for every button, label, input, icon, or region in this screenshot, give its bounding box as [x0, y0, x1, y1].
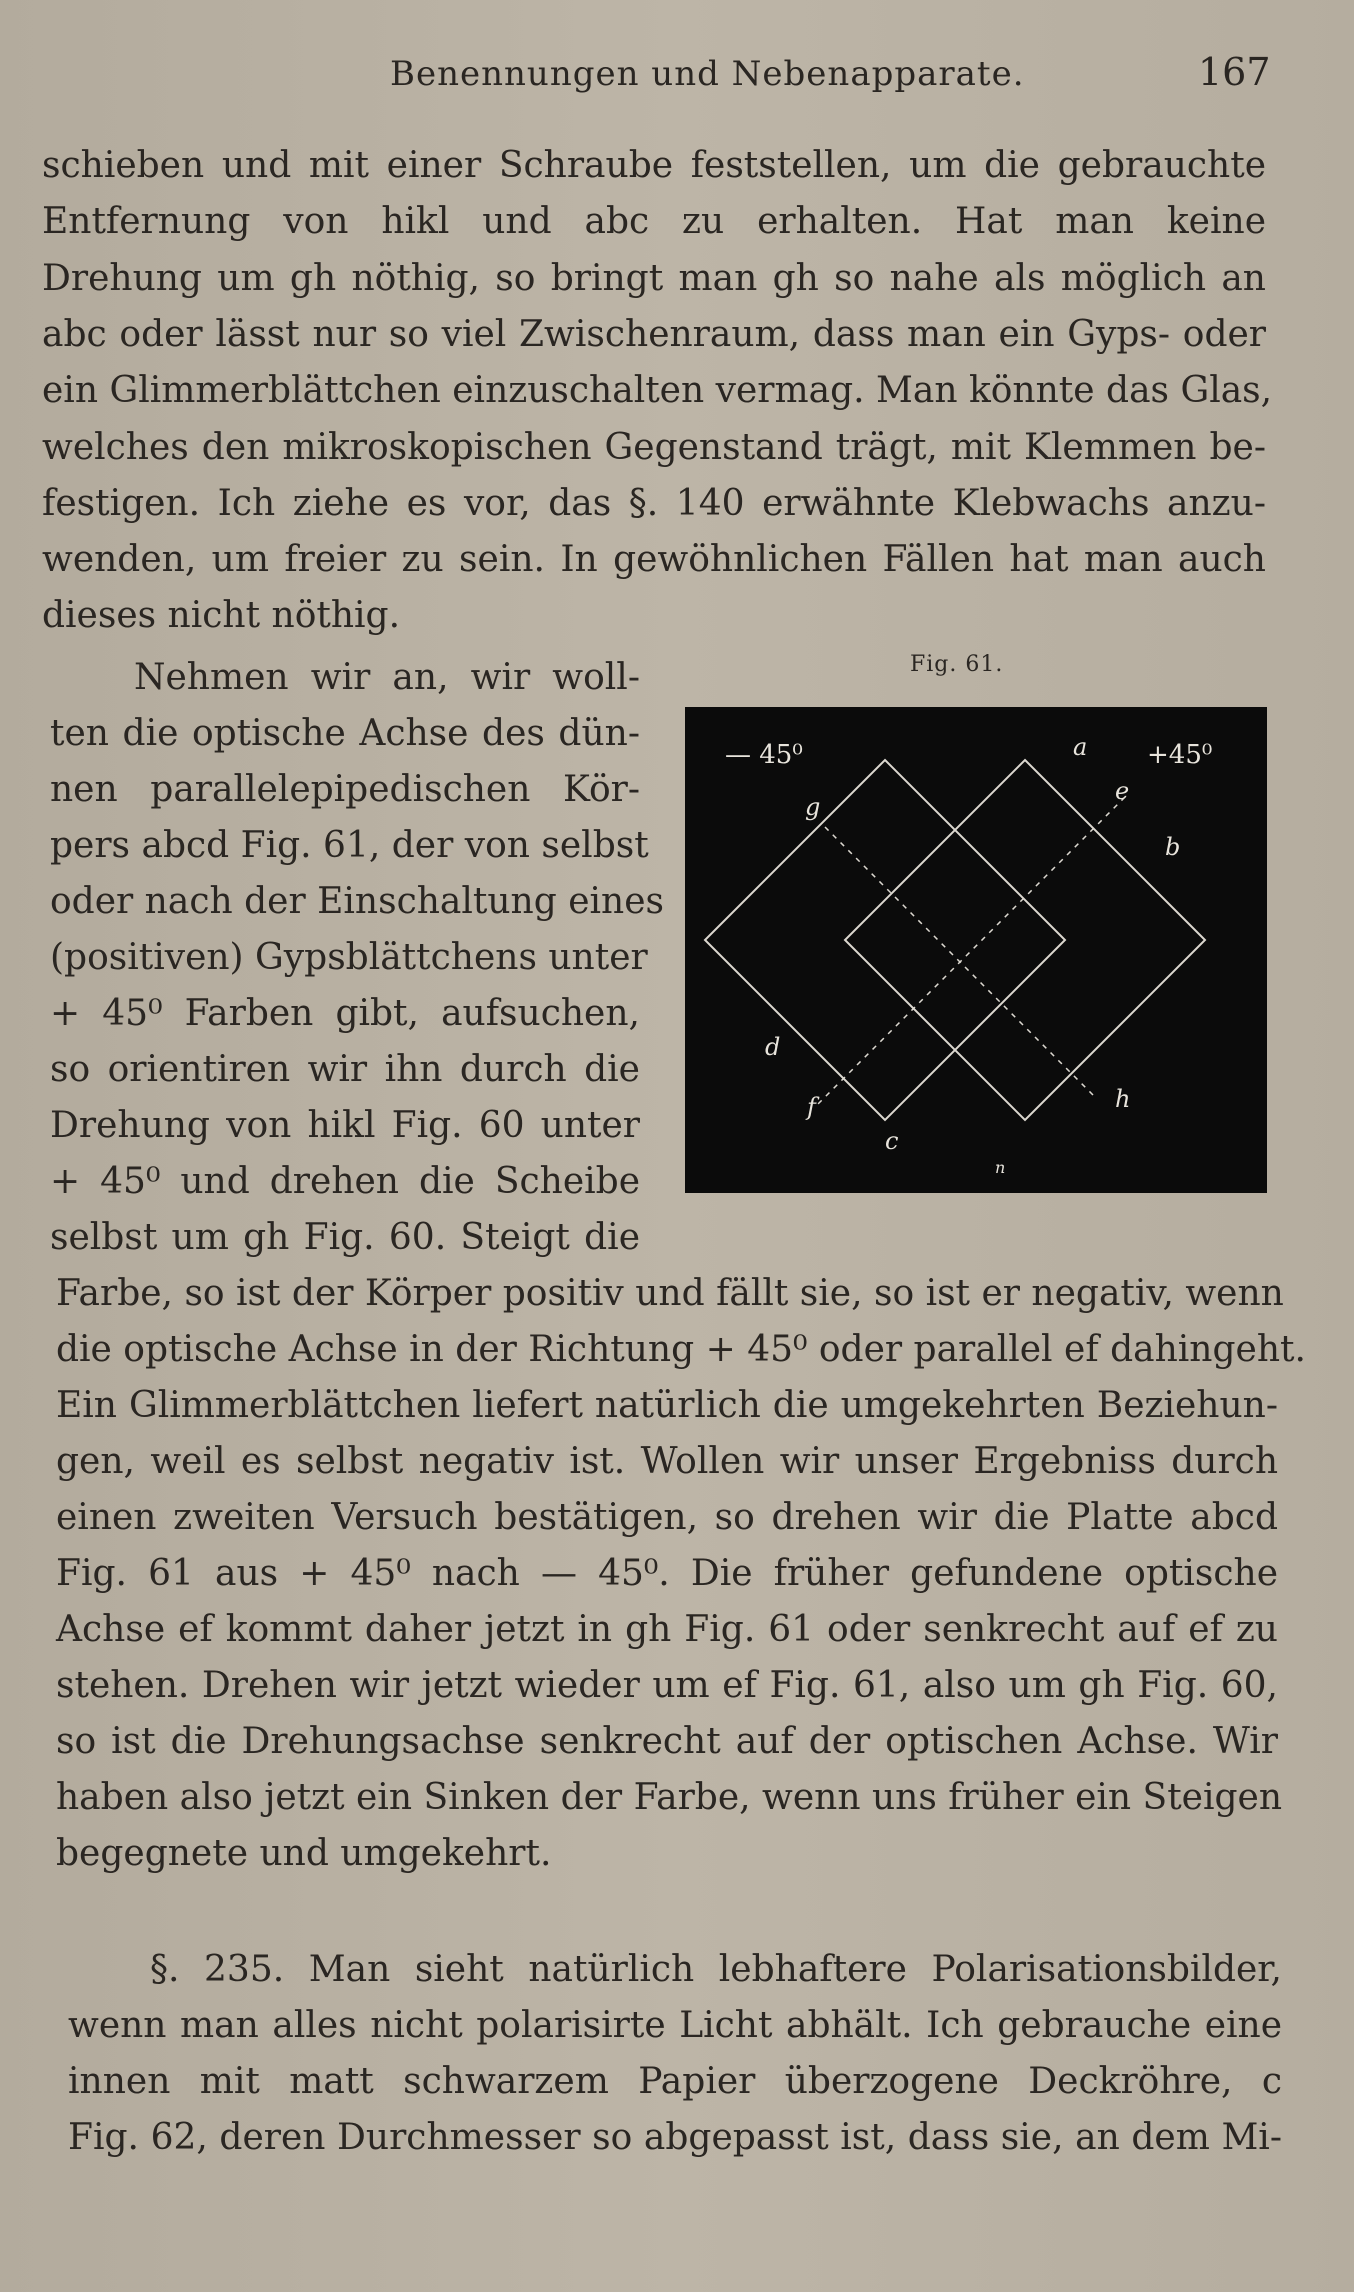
- text-line: Entfernung von hikl und abc zu erhalten. Hat man keine: [42, 201, 1266, 242]
- label-h: h: [1115, 1085, 1131, 1113]
- label-g: g: [805, 793, 821, 821]
- label-c: c: [885, 1127, 899, 1155]
- text-line: Drehung von hikl Fig. 60 unter: [50, 1105, 640, 1146]
- text-line: nen parallelepipedischen Kör-: [50, 769, 640, 810]
- text-line: (positiven) Gypsblättchens unter: [50, 937, 648, 978]
- label-n: n: [995, 1158, 1006, 1177]
- text-line: festigen. Ich ziehe es vor, das §. 140 erwähnte Klebwachs anzu-: [42, 483, 1266, 524]
- label-minus45: — 45⁰: [725, 740, 803, 770]
- label-b: b: [1165, 833, 1181, 861]
- square-right: [845, 760, 1205, 1120]
- text-line: begegnete und umgekehrt.: [56, 1833, 552, 1874]
- page-number: 167: [1198, 50, 1271, 94]
- text-line: stehen. Drehen wir jetzt wieder um ef Fig. 61, also um gh Fig. 60,: [56, 1665, 1278, 1706]
- text-line: selbst um gh Fig. 60. Steigt die: [50, 1217, 640, 1258]
- text-line: Fig. 62, deren Durchmesser so abgepasst ist, dass sie, an dem Mi-: [68, 2117, 1282, 2158]
- text-line: Farbe, so ist der Körper positiv und fällt sie, so ist er negativ, wenn: [56, 1273, 1284, 1314]
- text-line: so ist die Drehungsachse senkrecht auf der optischen Achse. Wir: [56, 1721, 1278, 1762]
- text-line: ten die optische Achse des dün-: [50, 713, 640, 754]
- text-line: ein Glimmerblättchen einzuschalten vermag. Man könnte das Glas,: [42, 370, 1273, 411]
- text-line: innen mit matt schwarzem Papier überzogene Deckröhre, c: [68, 2061, 1282, 2102]
- running-header: [0, 48, 1354, 98]
- text-line: Fig. 61 aus + 45⁰ nach — 45⁰. Die früher gefundene optische: [56, 1553, 1278, 1594]
- text-line: Drehung um gh nöthig, so bringt man gh so nahe als möglich an: [42, 258, 1266, 299]
- text-line: abc oder lässt nur so viel Zwischenraum, dass man ein Gyps- oder: [42, 314, 1266, 355]
- text-line: §. 235. Man sieht natürlich lebhaftere Polarisationsbilder,: [150, 1949, 1282, 1990]
- text-line: + 45⁰ und drehen die Scheibe: [50, 1161, 640, 1202]
- figure-61-diagram: [685, 707, 1267, 1193]
- text-line: dieses nicht nöthig.: [42, 595, 401, 636]
- text-line: Nehmen wir an, wir woll-: [134, 657, 640, 698]
- text-line: Ein Glimmerblättchen liefert natürlich die umgekehrten Beziehun-: [56, 1385, 1278, 1426]
- figure-caption: Fig. 61.: [910, 652, 1004, 677]
- text-line: wenn man alles nicht polarisirte Licht abhält. Ich gebrauche eine: [68, 2005, 1282, 2046]
- axis-ef: [815, 797, 1125, 1107]
- running-title: Benennungen und Nebenapparate.: [390, 54, 1025, 94]
- text-line: oder nach der Einschaltung eines: [50, 881, 665, 922]
- text-line: welches den mikroskopischen Gegenstand trägt, mit Klemmen be-: [42, 427, 1266, 468]
- text-line: gen, weil es selbst negativ ist. Wollen wir unser Ergebniss durch: [56, 1441, 1278, 1482]
- text-line: schieben und mit einer Schraube feststellen, um die gebrauchte: [42, 145, 1266, 186]
- figure-61: [685, 707, 1267, 1193]
- text-line: Achse ef kommt daher jetzt in gh Fig. 61 oder senkrecht auf ef zu: [56, 1609, 1278, 1650]
- text-line: + 45⁰ Farben gibt, aufsuchen,: [50, 993, 640, 1034]
- text-line: einen zweiten Versuch bestätigen, so drehen wir die Platte abcd: [56, 1497, 1278, 1538]
- label-a: a: [1073, 733, 1088, 761]
- square-left: [705, 760, 1065, 1120]
- label-e: e: [1115, 777, 1130, 805]
- label-plus45: +45⁰: [1147, 740, 1213, 770]
- text-line: die optische Achse in der Richtung + 45⁰ oder parallel ef dahingeht.: [56, 1329, 1306, 1370]
- text-line: pers abcd Fig. 61, der von selbst: [50, 825, 649, 866]
- text-line: so orientiren wir ihn durch die: [50, 1049, 640, 1090]
- text-line: wenden, um freier zu sein. In gewöhnlichen Fällen hat man auch: [42, 539, 1266, 580]
- label-f: f: [807, 1093, 816, 1121]
- label-d: d: [765, 1033, 781, 1061]
- text-line: haben also jetzt ein Sinken der Farbe, wenn uns früher ein Steigen: [56, 1777, 1283, 1818]
